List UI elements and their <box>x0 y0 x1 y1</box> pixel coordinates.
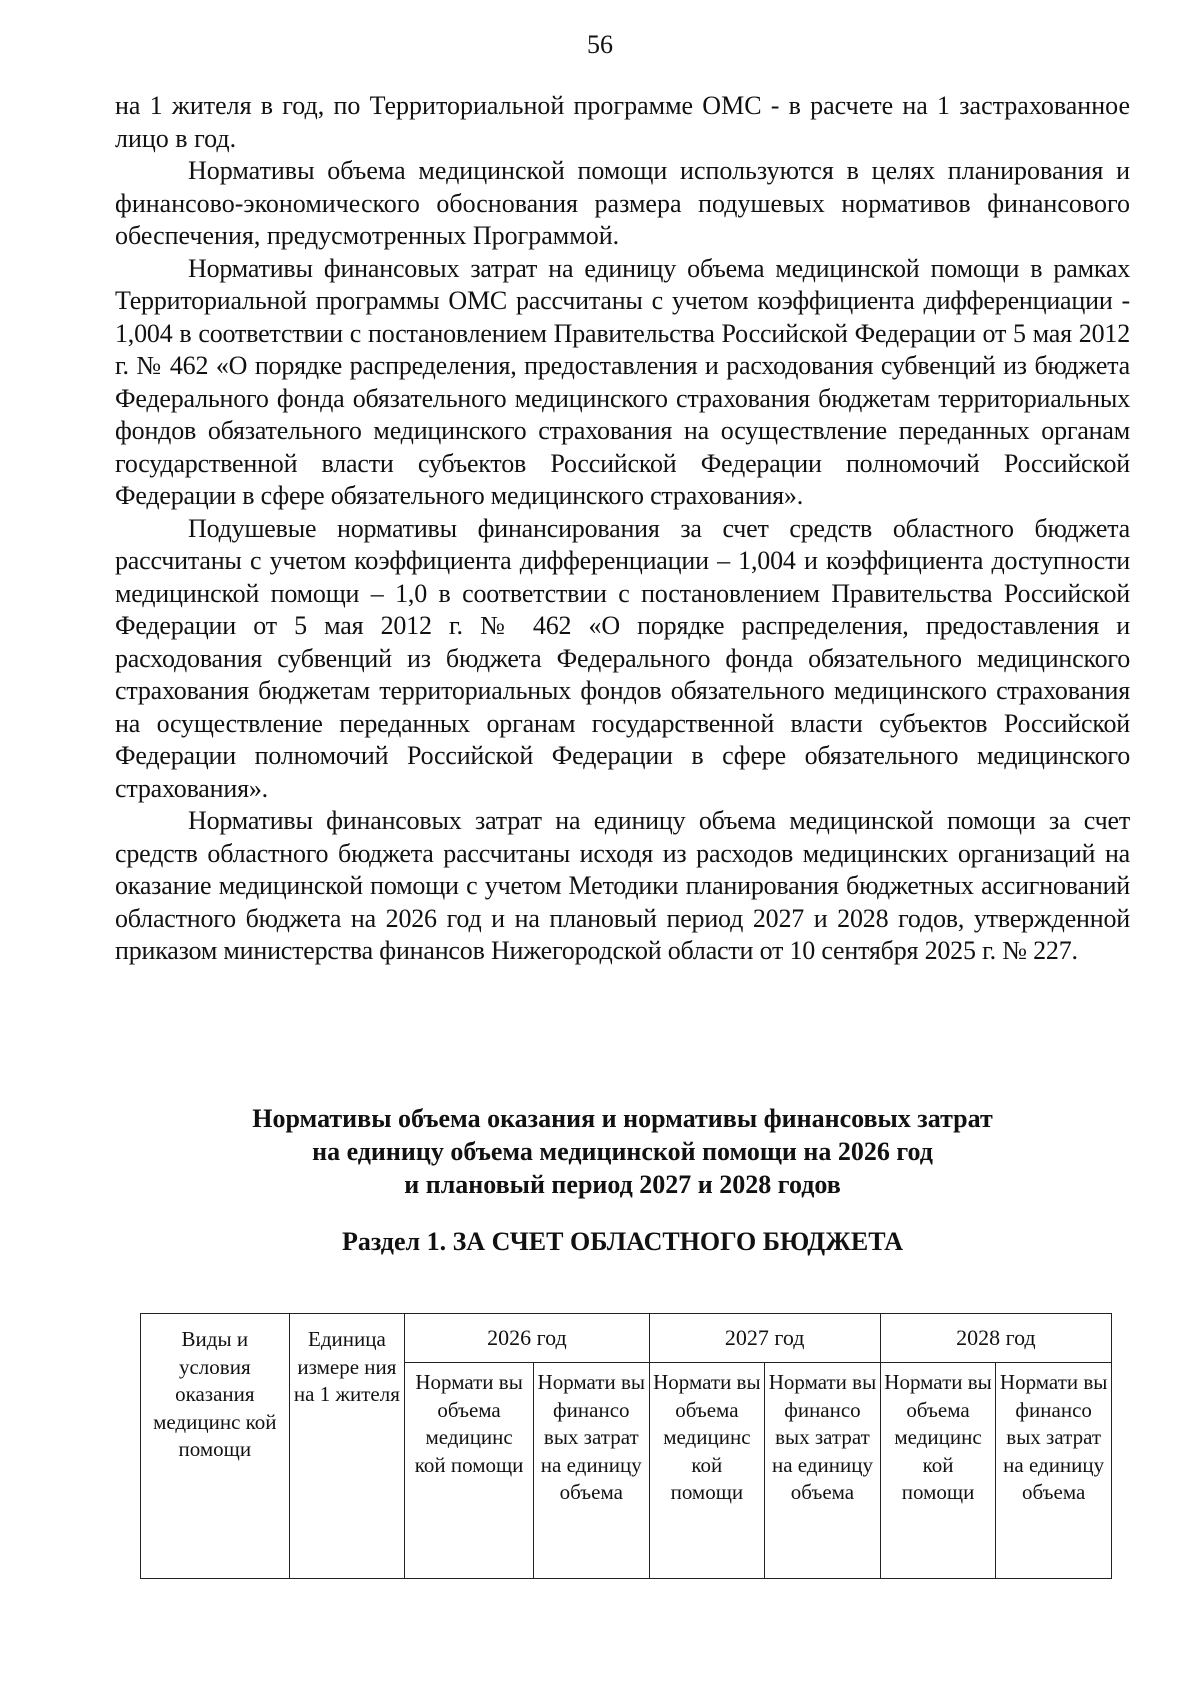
header-cost-2026: Нормати вы финансо вых затрат на единицу объема <box>533 1363 649 1579</box>
heading-line: на единицу объема медицинской помощи на 2026 год <box>312 1137 933 1166</box>
body-text <box>115 90 1130 968</box>
paragraph: Нормативы финансовых затрат на единицу объема медицинской помощи в рамках Территориальной программы ОМС рассчитаны с учетом коэффициента дифференциации - 1,004 в соответствии с постановлением Правительства Российской Федерации от 5 мая 2012 г. № 462 «О порядке распределения, предоставления и расходования субвенций из бюджета Федерального фонда обязательного медицинского страхования бюджетам территориальных фондов обязательного медицинского страхования на осуществление переданных органам государственной власти субъектов Российской Федерации полномочий Российской Федерации в сфере обязательного медицинского страхования». <box>115 253 1130 510</box>
header-year-2027: 2027 год <box>649 1314 880 1363</box>
header-year-2028: 2028 год <box>880 1314 1111 1363</box>
header-volume-2026: Нормати вы объема медицинс кой помощи <box>405 1363 534 1579</box>
header-year-2026: 2026 год <box>405 1314 649 1363</box>
paragraph: Нормативы объема медицинской помощи используются в целях планирования и финансово-экономического обоснования размера подушевых нормативов финансового обеспечения, предусмотренных Программой. <box>115 156 1130 250</box>
paragraph: Нормативы финансовых затрат на единицу объема медицинской помощи за счет средств областного бюджета рассчитаны исходя из расходов медицинских организаций на оказание медицинской помощи с учетом Методики планирования бюджетных ассигнований областного бюджета на 2026 год и на плановый период 2027 и 2028 годов, утвержденной приказом министерства финансов Нижегородской области от 10 сентября 2025 г. № 227. <box>115 806 1130 965</box>
header-unit: Единица измере ния на 1 жителя <box>289 1314 405 1579</box>
table-heading <box>115 1102 1130 1201</box>
paragraph: Подушевые нормативы финансирования за счет средств областного бюджета рассчитаны с учетом коэффициента дифференциации – 1,004 и коэффициента доступности медицинской помощи – 1,0 в соответствии с постановлением Правительства Российской Федерации от 5 мая 2012 г. № 462 «О порядке распределения, предоставления и расходования субвенций из бюджета Федерального фонда обязательного медицинского страхования бюджетам территориальных фондов обязательного медицинского страхования на осуществление переданных органам государственной власти субъектов Российской Федерации полномочий Российской Федерации в сфере обязательного медицинского страхования». <box>115 513 1130 803</box>
header-volume-2028: Нормати вы объема медицинс кой помощи <box>880 1363 996 1579</box>
norms-table <box>140 1313 1112 1579</box>
header-cost-2027: Нормати вы финансо вых затрат на единицу объема <box>765 1363 881 1579</box>
header-cost-2028: Нормати вы финансо вых затрат на единицу объема <box>996 1363 1112 1579</box>
page-number: 56 <box>587 30 613 59</box>
heading-line: Нормативы объема оказания и нормативы финансовых затрат <box>252 1104 993 1133</box>
section-title: Раздел 1. ЗА СЧЕТ ОБЛАСТНОГО БЮДЖЕТА <box>341 1227 904 1256</box>
heading-line: и плановый период 2027 и 2028 годов <box>404 1170 841 1199</box>
paragraph: на 1 жителя в год, по Территориальной программе ОМС - в расчете на 1 застрахованное лицо в год. <box>115 91 1130 153</box>
header-volume-2027: Нормати вы объема медицинс кой помощи <box>649 1363 765 1579</box>
header-type-of-care: Виды и условия оказания медицинс кой помощи <box>141 1314 290 1579</box>
